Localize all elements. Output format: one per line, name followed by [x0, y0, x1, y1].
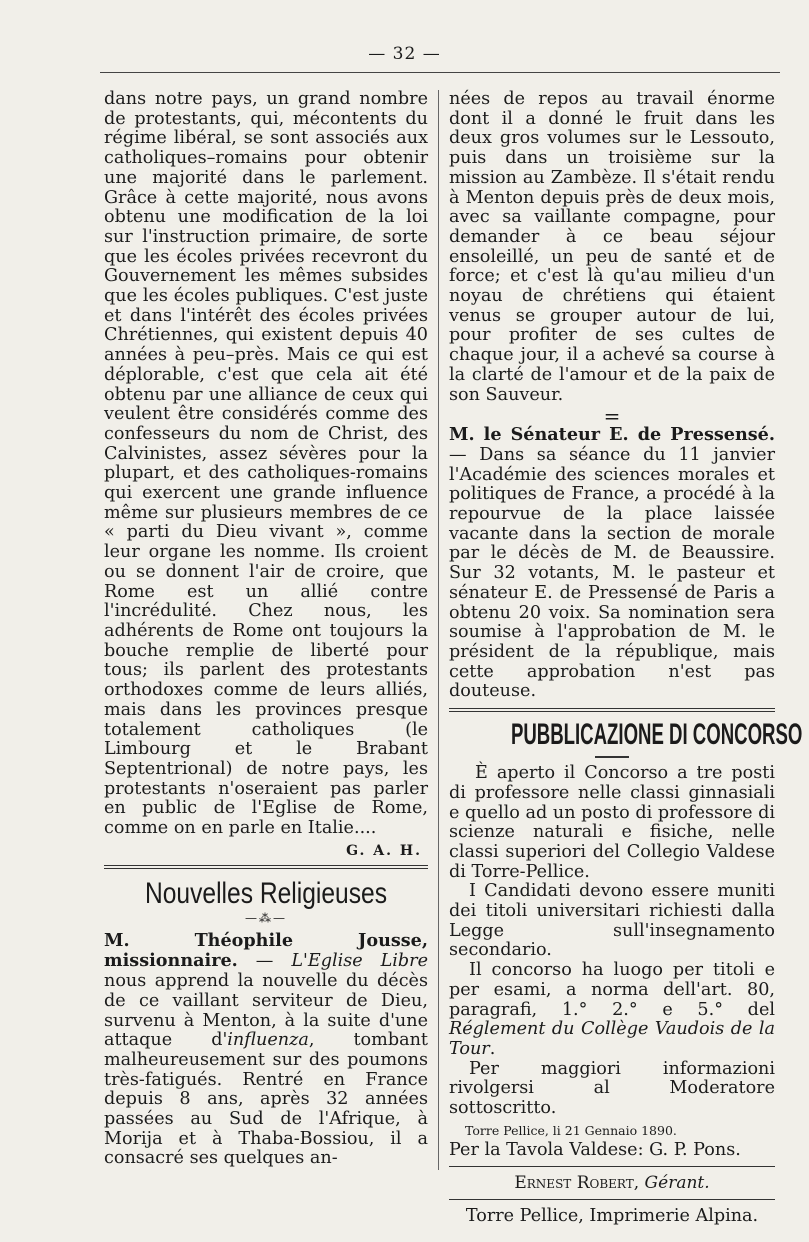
left-paragraph: dans notre pays, un grand nombre de protestants, qui, mécontents du régime libéral, se sont associés aux catholiques–romains pour obtenir une majorité dans le parlement. Grâce à cette majorité, nous avons obtenu une modification de la loi sur l'instruction primaire, de sorte que les écoles privées recevront du Gouvernement les mêmes subsides que les écoles publiques. C'est juste et dans l'intérêt des écoles privées Chrétiennes, qui existent depuis 40 années à peu–près. Mais ce qui est déplorable, c'est que cela ait été obtenu par une alliance de ceux qui veulent être considérés comme des confesseurs du nom de Christ, des Calvinistes, assez sévères pour la plupart, et des catholiques-romains qui exercent une grande influence même sur plusieurs membres de ce « parti du Dieu vivant », comme leur organe les nomme. Ils croient ou se donnent l'air de croire, que Rome est un allié contre l'incrédulité. Chez nous, les adhérents de Rome ont toujours la bouche remplie de liberté pour tous; ils parlent des protestants orthodoxes comme de leurs alliés, mais dans les provinces presque totalement catholiques (le Limbourg et le Brabant Septentrional) de notre pays, les protestants n'oseraient pas parler en public de l'Eglise de Rome, comme on en parle en Italie.... — [104, 89, 428, 839]
gerant-line — [449, 1173, 775, 1193]
senator-heading: M. le Sénateur E. de Pressensé. — [449, 424, 775, 446]
short-rule — [595, 756, 629, 758]
double-rule — [104, 865, 428, 869]
pub-title: PUBBLICAZIONE DI CONCORSO — [510, 718, 803, 752]
article-jousse — [104, 931, 428, 1169]
pub-p3-a: Il concorso ha luogo per titoli e per esami, a norma dell'art. 80, paragrafi, 1.° 2.° e 5.° del — [449, 960, 775, 1020]
pub-paragraph-3 — [449, 961, 775, 1060]
tavola-line: Per la Tavola Valdese: G. P. Pons. — [449, 1139, 741, 1160]
top-rule — [100, 72, 780, 73]
ornament: —⁂— — [245, 910, 287, 925]
article-pressense — [449, 425, 775, 702]
date-line: Torre Pellice, li 21 Gennaio 1890. — [465, 1122, 677, 1138]
signature: G. A. H. — [346, 842, 422, 859]
article-dash: — — [237, 951, 292, 972]
pub-paragraph-2: I Candidati devono essere muniti dei titoli universitari richiesti dalla Legge sull'insegnamento secondario. — [449, 881, 775, 961]
senator-text: — Dans sa séance du 11 janvier l'Académie des sciences morales et politiques de France, a procédé à la repourvue de la place laissée vacante dans la section de morale par le décès de M. de Beaussire. Sur 32 votants, M. le pasteur et sénateur E. de Pressensé de Paris a obtenu 20 voix. Sa nomination sera soumise à l'approbation de M. le président de la république, mais cette approbation n'est pas douteuse. — [449, 444, 775, 702]
article-influenza: influenza — [227, 1030, 309, 1051]
pub-p3-italic: Réglement du Collège Vaudois de la Tour — [449, 1019, 775, 1059]
single-rule-2 — [449, 1199, 775, 1200]
double-rule-2 — [449, 708, 775, 712]
section-title: Nouvelles Religieuses — [144, 876, 388, 910]
pub-p3-b: . — [489, 1038, 496, 1059]
separator: = — [603, 404, 621, 429]
article-text-2: , tombant malheureusement sur des poumons très-fatigués. Rentré en France depuis 8 ans, après 32 années passées au Sud de l'Afrique, à Morija et à Thaba-Bossiou, il a consacré ses quelques an- — [104, 1030, 428, 1169]
right-paragraph: nées de repos au travail énorme dont il a donné le fruit dans les deux gros volumes sur le Lessouto, puis dans un troisième sur la mission au Zambèze. Il s'était rendu à Menton depuis près de deux mois, avec sa vaillante compagne, pour demander à ce beau séjour ensoleillé, un peu de santé et de force; et c'est là qu'au milieu d'un noyau de chrétiens qui étaient venus se grouper autour de lui, pour profiter de ses cultes de chaque jour, il a achevé sa course à la clarté de l'amour et de la paix de son Sauveur. — [449, 89, 775, 405]
article-heading: M. Théophile Jousse, missionnaire. — [104, 929, 428, 972]
right-column — [449, 89, 803, 1226]
article-text-1: nous apprend la nouvelle du décès de ce vaillant serviteur de Dieu, survenu à Menton, à la suite d'une attaque d' — [104, 971, 428, 1051]
left-column — [104, 90, 428, 1169]
single-rule — [449, 1166, 775, 1167]
gerant-name: Ernest Robert, — [514, 1172, 640, 1193]
page-number: — 32 — — [368, 44, 441, 64]
imprimerie: Torre Pellice, Imprimerie Alpina. — [465, 1205, 759, 1226]
pub-paragraph-4: Per maggiori informazioni rivolgersi al Moderatore sottoscritto. — [449, 1058, 775, 1119]
article-journal: L'Eglise Libre — [291, 951, 429, 972]
column-divider — [438, 90, 439, 1170]
pub-paragraph-1: È aperto il Concorso a tre posti di professore nelle classi ginnasiali e quello ad un posto di professore di scienze naturali e fisiche, nelle classi superiori del Collegio Valdese di Torre-Pellice. — [449, 763, 775, 882]
gerant-title: Gérant. — [644, 1172, 710, 1193]
